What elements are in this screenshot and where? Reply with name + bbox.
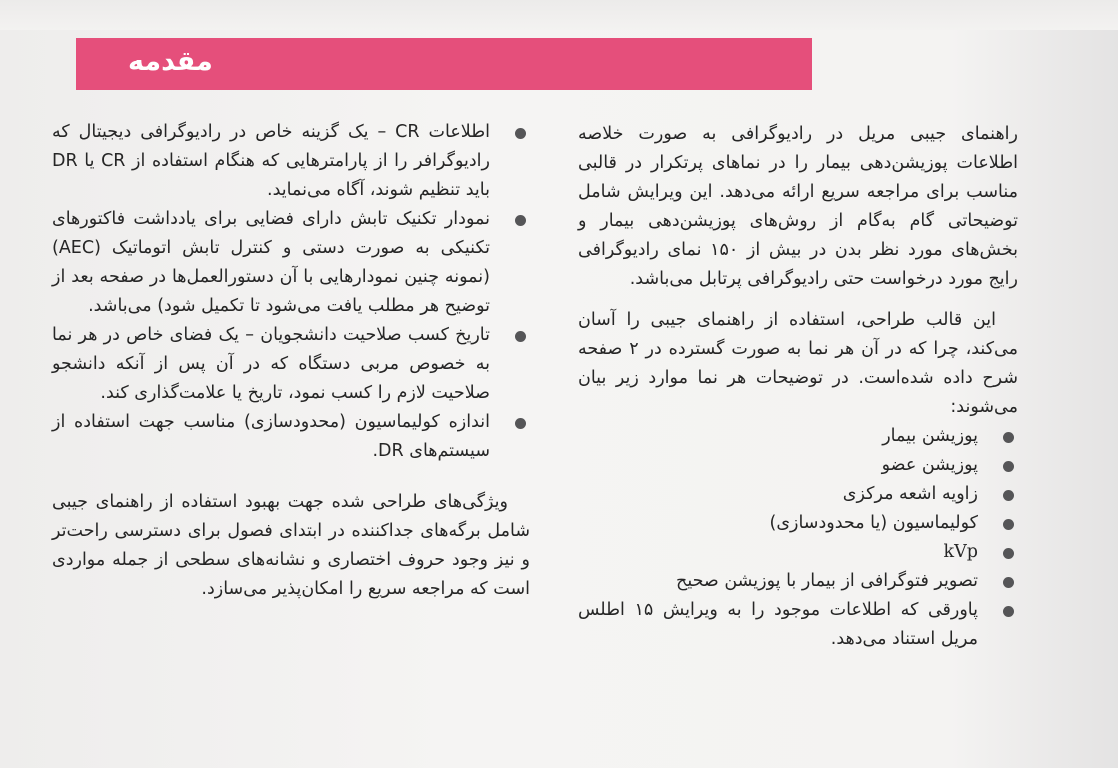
features-list	[52, 118, 530, 466]
bullet-icon	[515, 331, 526, 342]
list-item: پوزیشن عضو	[578, 451, 1018, 480]
list-item: زاویه اشعه مرکزی	[578, 480, 1018, 509]
bullet-icon	[1003, 606, 1014, 617]
bullet-icon	[1003, 519, 1014, 530]
list-item: تاریخ کسب صلاحیت دانشجویان – یک فضای خاص در هر نما به خصوص مربی دستگاه که در آن پس از آنکه دانشجو صلاحیت لازم را کسب نمود، تاریخ یا علامت‌گذاری کند.	[52, 321, 530, 408]
bullet-icon	[1003, 577, 1014, 588]
spacer	[52, 466, 530, 488]
bullet-icon	[515, 418, 526, 429]
list-item: اطلاعات CR – یک گزینه خاص در رادیوگرافی دیجیتال که رادیوگرافر را از پارامترهایی که هنگام استفاده از CR یا DR باید تنظیم شوند، آگاه می‌نماید.	[52, 118, 530, 205]
list-item: نمودار تکنیک تابش دارای فضایی برای یادداشت فاکتورهای تکنیکی به صورت دستی و کنترل تابش اتوماتیک (AEC) (نمونه چنین نمودارهایی با آن دستورالعمل‌ها در صفحه بعد از توضیح هر مطلب یافت می‌شود تا تکمیل شود) می‌باشد.	[52, 205, 530, 321]
list-item: اندازه کولیماسیون (محدودسازی) مناسب جهت استفاده از سیستم‌های DR.	[52, 408, 530, 466]
list-item: تصویر فتوگرافی از بیمار با پوزیشن صحیح	[578, 567, 1018, 596]
bullet-icon	[515, 215, 526, 226]
bullet-icon	[515, 128, 526, 139]
right-column	[578, 120, 1018, 654]
bullet-icon	[1003, 490, 1014, 501]
list-item: پاورقی که اطلاعات موجود را به ویرایش ۱۵ اطلس مریل استناد می‌دهد.	[578, 596, 1018, 654]
bullet-icon	[1003, 432, 1014, 443]
section-title: مقدمه	[128, 46, 213, 77]
bullet-icon	[1003, 548, 1014, 559]
intro-paragraph: راهنمای جیبی مریل در رادیوگرافی به صورت خلاصه اطلاعات پوزیشن‌دهی بیمار را در نماهای پرتکرار در قالبی مناسب برای مراجعه سریع ارائه می‌دهد. این ویرایش شامل توضیحاتی گام به‌گام از روش‌های پوزیشن‌دهی بیمار و بخش‌های مورد نظر بدن در بیش از ۱۵۰ نمای رادیوگرافی رایج مورد درخواست حتی رادیوگرافی پرتابل می‌باشد.	[578, 124, 1018, 289]
page-top-margin	[0, 0, 1118, 30]
list-item: کولیماسیون (یا محدودسازی)	[578, 509, 1018, 538]
section-header-bar	[76, 38, 812, 90]
view-details-list	[578, 422, 1018, 654]
list-item: پوزیشن بیمار	[578, 422, 1018, 451]
design-paragraph: این قالب طراحی، استفاده از راهنمای جیبی را آسان می‌کند، چرا که در آن هر نما به صورت گسترده در ۲ صفحه شرح داده شده‌است. در توضیحات هر نما موارد زیر بیان می‌شوند:	[578, 310, 1018, 417]
left-column	[52, 118, 530, 604]
bullet-icon	[1003, 461, 1014, 472]
list-item: kVp	[578, 538, 1018, 567]
features-paragraph: ویژگی‌های طراحی شده جهت بهبود استفاده از راهنمای جیبی شامل برگه‌های جداکننده در ابتدای فصول برای دسترسی راحت‌تر و نیز وجود حروف اختصاری و نشانه‌های سطحی از جمله مواردی است که مراجعه سریع را امکان‌پذیر می‌سازد.	[52, 492, 530, 599]
spacer	[578, 294, 1018, 306]
